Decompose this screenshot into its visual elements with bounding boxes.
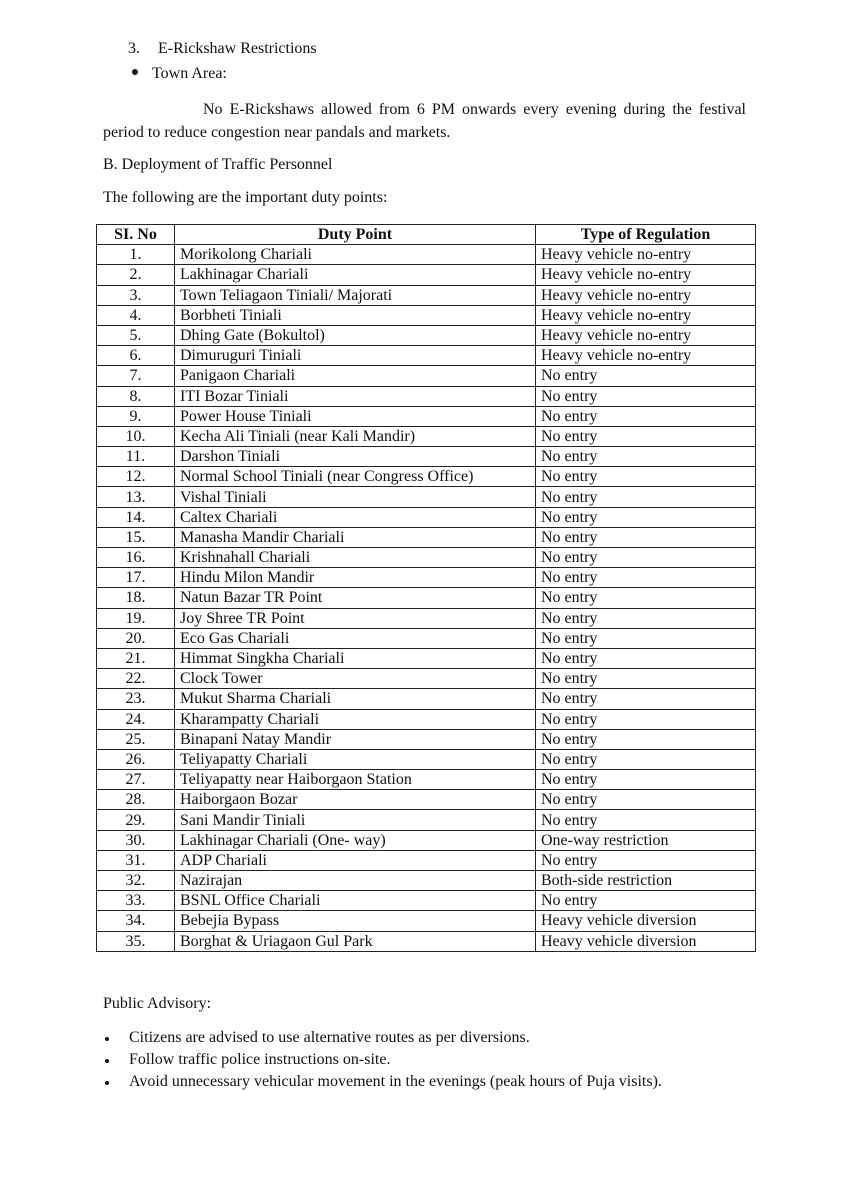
table-row [97, 749, 756, 769]
header-type-of-regulation: Type of Regulation [536, 225, 756, 245]
public-advisory-heading: Public Advisory: [103, 995, 212, 1012]
table-row [97, 588, 756, 608]
cell-regulation: Both-side restriction [536, 871, 756, 891]
table-row [97, 871, 756, 891]
cell-duty-point: ADP Chariali [175, 850, 536, 870]
table-row [97, 386, 756, 406]
cell-regulation: No entry [536, 507, 756, 527]
cell-regulation: Heavy vehicle no-entry [536, 265, 756, 285]
cell-regulation: No entry [536, 648, 756, 668]
cell-sl-no: 32. [97, 871, 175, 891]
table-header-row [97, 225, 756, 245]
table-row [97, 467, 756, 487]
cell-duty-point: Bebejia Bypass [175, 911, 536, 931]
cell-duty-point: Manasha Mandir Chariali [175, 527, 536, 547]
table-row [97, 568, 756, 588]
cell-regulation: No entry [536, 467, 756, 487]
cell-sl-no: 2. [97, 265, 175, 285]
cell-duty-point: Power House Tiniali [175, 406, 536, 426]
cell-sl-no: 22. [97, 669, 175, 689]
table-row [97, 548, 756, 568]
table-row [97, 830, 756, 850]
cell-regulation: Heavy vehicle diversion [536, 911, 756, 931]
cell-sl-no: 15. [97, 527, 175, 547]
cell-regulation: One-way restriction [536, 830, 756, 850]
cell-regulation: No entry [536, 850, 756, 870]
cell-regulation: No entry [536, 790, 756, 810]
cell-regulation: No entry [536, 548, 756, 568]
cell-regulation: No entry [536, 527, 756, 547]
cell-sl-no: 33. [97, 891, 175, 911]
advisory-list [103, 1027, 662, 1093]
cell-sl-no: 11. [97, 447, 175, 467]
cell-sl-no: 23. [97, 689, 175, 709]
cell-sl-no: 20. [97, 628, 175, 648]
cell-duty-point: Lakhinagar Chariali (One- way) [175, 830, 536, 850]
table-row [97, 709, 756, 729]
bullet-icon [105, 1059, 109, 1063]
table-row [97, 790, 756, 810]
table-row [97, 325, 756, 345]
table-row [97, 245, 756, 265]
table-row [97, 931, 756, 951]
cell-duty-point: Mukut Sharma Chariali [175, 689, 536, 709]
table-row [97, 447, 756, 467]
cell-duty-point: Teliyapatty Chariali [175, 749, 536, 769]
table-row [97, 628, 756, 648]
cell-regulation: No entry [536, 608, 756, 628]
cell-regulation: No entry [536, 709, 756, 729]
cell-sl-no: 12. [97, 467, 175, 487]
cell-regulation: No entry [536, 588, 756, 608]
cell-sl-no: 13. [97, 487, 175, 507]
table-row [97, 689, 756, 709]
cell-duty-point: Binapani Natay Mandir [175, 729, 536, 749]
cell-duty-point: Caltex Chariali [175, 507, 536, 527]
cell-duty-point: Kharampatty Chariali [175, 709, 536, 729]
section-3-number: 3. [128, 40, 140, 57]
table-row [97, 346, 756, 366]
cell-sl-no: 31. [97, 850, 175, 870]
cell-sl-no: 4. [97, 305, 175, 325]
cell-regulation: No entry [536, 891, 756, 911]
cell-regulation: No entry [536, 426, 756, 446]
table-row [97, 891, 756, 911]
table-row [97, 426, 756, 446]
table-row [97, 850, 756, 870]
bullet-icon [132, 69, 138, 75]
cell-duty-point: Dimuruguri Tiniali [175, 346, 536, 366]
cell-sl-no: 25. [97, 729, 175, 749]
cell-sl-no: 9. [97, 406, 175, 426]
cell-sl-no: 6. [97, 346, 175, 366]
cell-regulation: No entry [536, 386, 756, 406]
cell-sl-no: 27. [97, 770, 175, 790]
cell-regulation: Heavy vehicle no-entry [536, 346, 756, 366]
table-row [97, 507, 756, 527]
cell-duty-point: Dhing Gate (Bokultol) [175, 325, 536, 345]
section-3-title: E-Rickshaw Restrictions [158, 40, 317, 57]
cell-duty-point: Clock Tower [175, 669, 536, 689]
table-row [97, 608, 756, 628]
cell-duty-point: Borbheti Tiniali [175, 305, 536, 325]
cell-sl-no: 19. [97, 608, 175, 628]
cell-sl-no: 10. [97, 426, 175, 446]
table-row [97, 911, 756, 931]
cell-sl-no: 17. [97, 568, 175, 588]
duty-points-table [96, 224, 756, 952]
header-duty-point: Duty Point [175, 225, 536, 245]
cell-sl-no: 35. [97, 931, 175, 951]
cell-duty-point: Sani Mandir Tiniali [175, 810, 536, 830]
cell-sl-no: 21. [97, 648, 175, 668]
cell-duty-point: Lakhinagar Chariali [175, 265, 536, 285]
header-sl-no: SI. No [97, 225, 175, 245]
cell-duty-point: Kecha Ali Tiniali (near Kali Mandir) [175, 426, 536, 446]
table-row [97, 648, 756, 668]
town-area-bullet [132, 65, 227, 83]
cell-sl-no: 3. [97, 285, 175, 305]
cell-sl-no: 29. [97, 810, 175, 830]
cell-regulation: No entry [536, 770, 756, 790]
cell-sl-no: 7. [97, 366, 175, 386]
advisory-item-text: Follow traffic police instructions on-site. [129, 1051, 391, 1068]
cell-regulation: No entry [536, 406, 756, 426]
cell-duty-point: Himmat Singkha Chariali [175, 648, 536, 668]
advisory-item [103, 1071, 662, 1093]
cell-duty-point: Natun Bazar TR Point [175, 588, 536, 608]
cell-duty-point: Eco Gas Chariali [175, 628, 536, 648]
cell-regulation: Heavy vehicle no-entry [536, 285, 756, 305]
cell-duty-point: Panigaon Chariali [175, 366, 536, 386]
cell-duty-point: Darshon Tiniali [175, 447, 536, 467]
duty-points-intro: The following are the important duty points: [103, 189, 388, 206]
table-row [97, 265, 756, 285]
cell-sl-no: 18. [97, 588, 175, 608]
cell-duty-point: Normal School Tiniali (near Congress Office) [175, 467, 536, 487]
town-area-paragraph: No E-Rickshaws allowed from 6 PM onwards every evening during the festival period to reduce congestion near pandals and markets. [103, 101, 746, 141]
advisory-item-text: Avoid unnecessary vehicular movement in the evenings (peak hours of Puja visits). [129, 1073, 662, 1090]
cell-sl-no: 16. [97, 548, 175, 568]
cell-sl-no: 26. [97, 749, 175, 769]
cell-duty-point: Teliyapatty near Haiborgaon Station [175, 770, 536, 790]
cell-regulation: No entry [536, 810, 756, 830]
cell-sl-no: 8. [97, 386, 175, 406]
advisory-item-text: Citizens are advised to use alternative routes as per diversions. [129, 1029, 530, 1046]
table-row [97, 305, 756, 325]
cell-regulation: No entry [536, 366, 756, 386]
table-row [97, 527, 756, 547]
cell-sl-no: 30. [97, 830, 175, 850]
cell-regulation: No entry [536, 689, 756, 709]
cell-regulation: No entry [536, 729, 756, 749]
cell-duty-point: Krishnahall Chariali [175, 548, 536, 568]
cell-regulation: No entry [536, 669, 756, 689]
cell-duty-point: Hindu Milon Mandir [175, 568, 536, 588]
cell-sl-no: 5. [97, 325, 175, 345]
cell-regulation: Heavy vehicle no-entry [536, 305, 756, 325]
cell-regulation: Heavy vehicle no-entry [536, 245, 756, 265]
cell-duty-point: BSNL Office Chariali [175, 891, 536, 911]
table-row [97, 285, 756, 305]
cell-sl-no: 24. [97, 709, 175, 729]
table-row [97, 366, 756, 386]
cell-duty-point: Joy Shree TR Point [175, 608, 536, 628]
cell-duty-point: Nazirajan [175, 871, 536, 891]
table-row [97, 669, 756, 689]
cell-sl-no: 28. [97, 790, 175, 810]
cell-regulation: No entry [536, 568, 756, 588]
cell-duty-point: Vishal Tiniali [175, 487, 536, 507]
table-row [97, 729, 756, 749]
cell-sl-no: 34. [97, 911, 175, 931]
table-row [97, 810, 756, 830]
table-row [97, 770, 756, 790]
table-body [97, 245, 756, 952]
cell-regulation: No entry [536, 628, 756, 648]
advisory-item [103, 1027, 662, 1049]
cell-regulation: No entry [536, 447, 756, 467]
bullet-icon [105, 1037, 109, 1041]
section-b-heading: B. Deployment of Traffic Personnel [103, 156, 333, 173]
cell-regulation: No entry [536, 749, 756, 769]
cell-duty-point: ITI Bozar Tiniali [175, 386, 536, 406]
cell-duty-point: Morikolong Chariali [175, 245, 536, 265]
cell-sl-no: 14. [97, 507, 175, 527]
table-row [97, 487, 756, 507]
cell-duty-point: Borghat & Uriagaon Gul Park [175, 931, 536, 951]
cell-sl-no: 1. [97, 245, 175, 265]
table-row [97, 406, 756, 426]
bullet-icon [105, 1081, 109, 1085]
advisory-item [103, 1049, 662, 1071]
cell-regulation: No entry [536, 487, 756, 507]
cell-duty-point: Town Teliagaon Tiniali/ Majorati [175, 285, 536, 305]
town-area-label: Town Area: [152, 65, 227, 82]
section-3-heading [128, 40, 317, 58]
cell-regulation: Heavy vehicle no-entry [536, 325, 756, 345]
cell-regulation: Heavy vehicle diversion [536, 931, 756, 951]
cell-duty-point: Haiborgaon Bozar [175, 790, 536, 810]
